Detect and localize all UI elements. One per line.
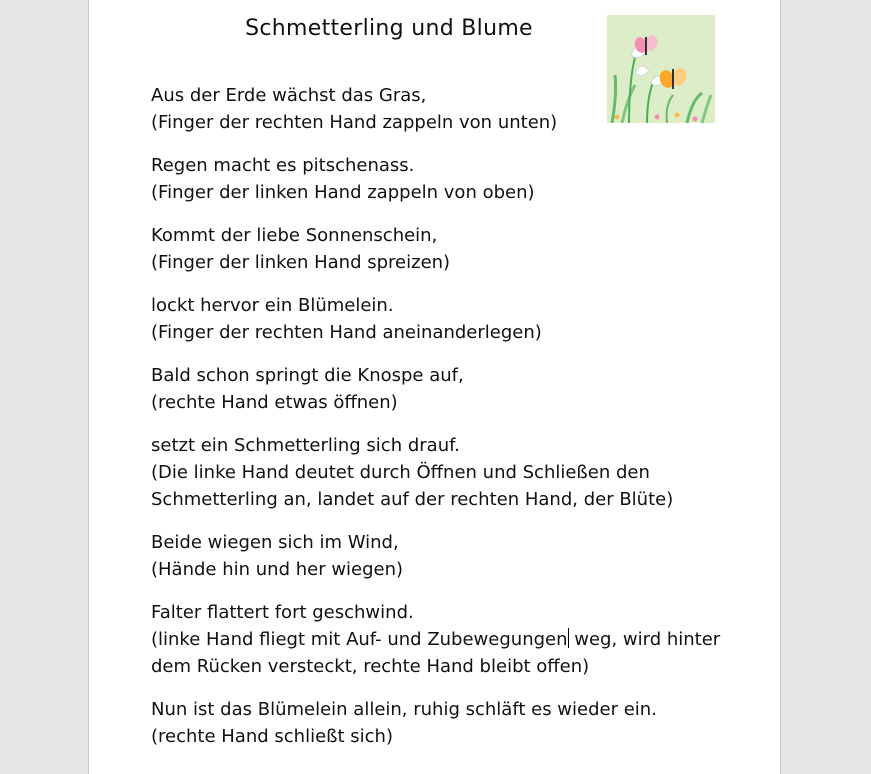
instruction-line: (Finger der rechten Hand aneinanderlegen) [151, 322, 542, 343]
instruction-line: (rechte Hand schließt sich) [151, 726, 393, 747]
verse-line: Aus der Erde wächst das Gras, [151, 85, 427, 106]
stanza [151, 152, 731, 206]
verse-line: Bald schon springt die Knospe auf, [151, 365, 464, 386]
instruction-line: (Finger der rechten Hand zappeln von unten) [151, 112, 558, 133]
document-page[interactable] [88, 0, 781, 774]
stanza [151, 432, 731, 513]
verse-line: Falter flattert fort geschwind. [151, 602, 414, 623]
stanza [151, 362, 731, 416]
stanza [151, 529, 731, 583]
instruction-line: (rechte Hand etwas öffnen) [151, 392, 398, 413]
instruction-line: (Die linke Hand deutet durch Öffnen und Schließen den Schmetterling an, landet auf der rechten Hand, der Blüte) [151, 462, 674, 510]
stanza [151, 696, 731, 750]
instruction-line [151, 626, 731, 680]
document-title: Schmetterling und Blume [245, 16, 533, 41]
stanza [151, 222, 731, 276]
verse-line: Nun ist das Blümelein allein, ruhig schläft es wieder ein. [151, 699, 657, 720]
verse-line: lockt hervor ein Blümelein. [151, 295, 394, 316]
verse-line: Regen macht es pitschenass. [151, 155, 415, 176]
instruction-line: (Finger der linken Hand spreizen) [151, 252, 451, 273]
verse-line: setzt ein Schmetterling sich drauf. [151, 435, 460, 456]
instruction-part: weg, wird hinter dem Rücken versteckt, rechte Hand bleibt offen) [151, 629, 721, 677]
poem-body[interactable] [151, 82, 731, 766]
verse-line: Kommt der liebe Sonnenschein, [151, 225, 438, 246]
stanza [151, 82, 731, 136]
instruction-line: (Hände hin und her wiegen) [151, 559, 404, 580]
instruction-part: (linke Hand fliegt mit Auf- und Zubewegungen [151, 629, 568, 650]
stanza [151, 599, 731, 680]
stanza [151, 292, 731, 346]
instruction-line: (Finger der linken Hand zappeln von oben) [151, 182, 535, 203]
verse-line: Beide wiegen sich im Wind, [151, 532, 399, 553]
